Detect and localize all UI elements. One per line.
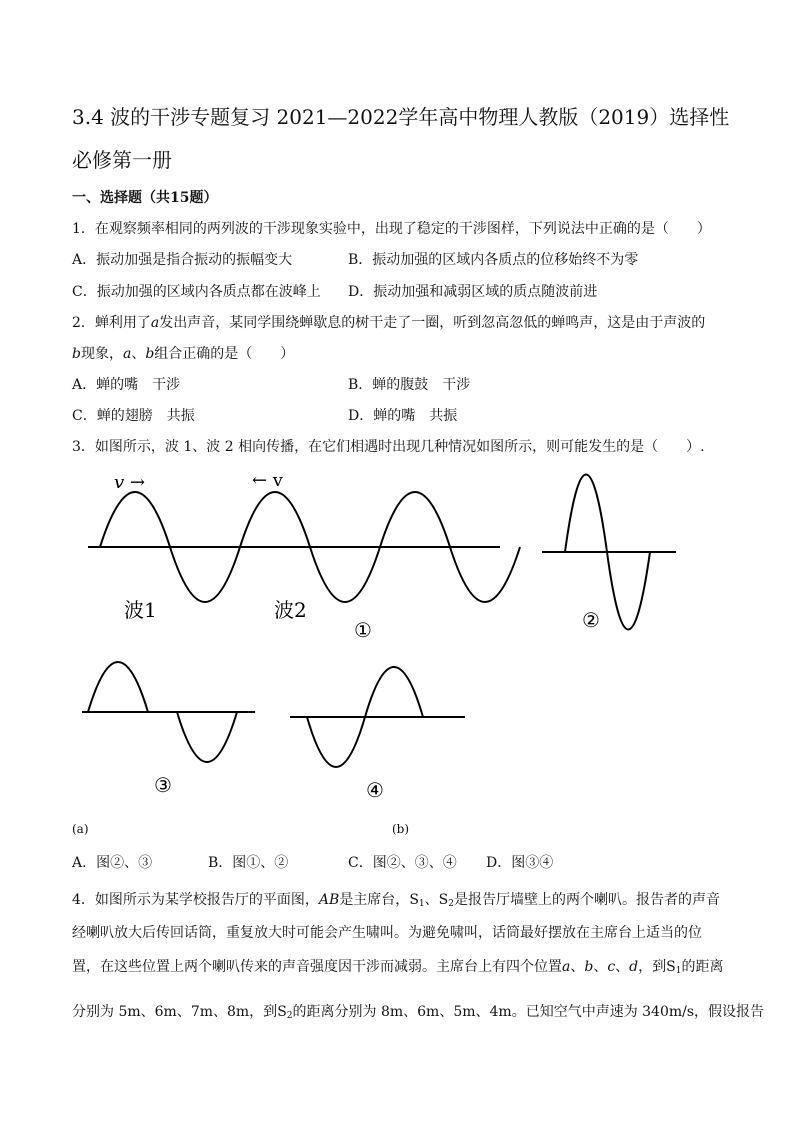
q4-text: 的距离 — [681, 959, 724, 975]
q4-line1 — [72, 889, 720, 909]
q2-option-a: A．蝉的嘴 干涉 — [72, 377, 181, 393]
q4-subscript: 2 — [286, 1011, 293, 1021]
q4-speaker-s2: S — [277, 1004, 287, 1020]
wave-figure — [0, 462, 794, 822]
q3-option-a: A．图②、③ — [72, 855, 153, 871]
figure4-trough — [307, 717, 365, 767]
q4-text: 是主席台， — [339, 892, 410, 908]
section-heading: 一、选择题（共15题） — [72, 190, 218, 206]
q4-text: 的距离分别为 8m、6m、5m、4m。已知空气中声速为 340m/s，假设报告 — [292, 1004, 765, 1020]
q2-var-a: a — [122, 346, 132, 362]
q2-var-a: a — [150, 315, 160, 331]
q3-stem: 3．如图所示，波 1、波 2 相向传播，在它们相遇时出现几种情况如图所示，则可能发生的是（ ）. — [72, 439, 705, 455]
caption-a: (a) — [72, 822, 89, 836]
q4-subscript: 2 — [448, 899, 454, 909]
figure3-trough — [177, 712, 237, 762]
q1-option-c: C．振动加强的区域内各质点都在波峰上 — [72, 284, 321, 300]
q2-text: 发出声音，某同学围绕蝉歇息的树干走了一圈，听到忽高忽低的蝉鸣声，这是由于声波的 — [159, 315, 706, 331]
page-title: 3.4 波的干涉专题复习 2021—2022学年高中物理人教版（2019）选择性必修第一册 — [72, 105, 730, 172]
velocity-right-label: v → — [114, 472, 145, 493]
q3-option-b: B．图①、② — [208, 855, 289, 871]
q1-option-b: B．振动加强的区域内各质点的位移始终不为零 — [348, 252, 639, 268]
q4-speaker-s2: S — [438, 892, 449, 908]
q2-text: 、 — [131, 346, 146, 362]
figure4-crest — [365, 667, 423, 717]
q3-option-d: D．图③④ — [486, 855, 554, 871]
q4-text: ，到 — [638, 959, 667, 975]
q4-line4 — [72, 1001, 764, 1021]
q1-stem: 1．在观察频率相同的两列波的干涉现象实验中，出现了稳定的干涉图样，下列说法中正确的是（ ） — [72, 221, 711, 237]
q4-line2: 经喇叭放大后传回话筒，重复放大时可能会产生啸叫。为避免啸叫，话筒最好摆放在主席台上适当的位 — [72, 925, 702, 941]
q4-speaker-s1: S — [409, 892, 419, 908]
caption-b: (b) — [392, 822, 410, 836]
velocity-left-label: ← v — [252, 470, 283, 491]
q4-position-c: c — [607, 959, 616, 975]
figure4-number: ④ — [366, 778, 384, 802]
q2-text: 2．蝉利用了 — [72, 315, 151, 331]
q2-stem-line2 — [72, 343, 294, 363]
q4-position-d: d — [629, 959, 639, 975]
q4-position-b: b — [584, 959, 594, 975]
q1-option-d: D．振动加强和减弱区域的质点随波前进 — [348, 284, 598, 300]
q2-text: 组合正确的是（ ） — [154, 346, 295, 362]
q4-position-a: a — [562, 959, 571, 975]
q4-text: 是报告厅墙壁上的两个喇叭。报告者的声音 — [453, 892, 720, 908]
q4-text: 、 — [424, 892, 439, 908]
q2-option-d: D．蝉的嘴 共振 — [348, 408, 458, 424]
wave2-label: 波2 — [274, 598, 307, 622]
q4-line3: 置，在这些位置上两个喇叭传来的声音强度因干涉而减弱。主席台上有四个位置a、b、c、d，到$S_1$的距离 — [72, 959, 724, 976]
q4-text: 分别为 5m、6m、7m、8m，到 — [72, 1004, 278, 1020]
figure2-number: ② — [582, 608, 600, 632]
q3-option-c: C．图②、③、④ — [348, 855, 457, 871]
q4-var-ab: AB — [318, 892, 340, 908]
q4-text: 置，在这些位置上两个喇叭传来的声音强度因干涉而减弱。主席台上有四个位置 — [72, 959, 562, 975]
q2-stem-line1 — [72, 312, 705, 332]
q4-subscript: 1 — [675, 966, 682, 976]
q4-subscript: 1 — [418, 899, 425, 909]
q4-text: 4．如图所示为某学校报告厅的平面图， — [72, 892, 319, 908]
q2-var-b: b — [145, 346, 155, 362]
wave1-label: 波1 — [124, 598, 157, 622]
q4-speaker-s1: S — [666, 959, 676, 975]
figure3-number: ③ — [154, 773, 172, 797]
q2-option-c: C．蝉的翅膀 共振 — [72, 408, 195, 424]
q2-option-b: B．蝉的腹鼓 干涉 — [348, 377, 471, 393]
figure3-crest — [88, 662, 148, 712]
q2-text: 现象， — [80, 346, 123, 362]
q1-option-a: A．振动加强是指合振动的振幅变大 — [72, 252, 293, 268]
q2-var-b: b — [72, 346, 81, 362]
figure1-number: ① — [354, 618, 372, 642]
